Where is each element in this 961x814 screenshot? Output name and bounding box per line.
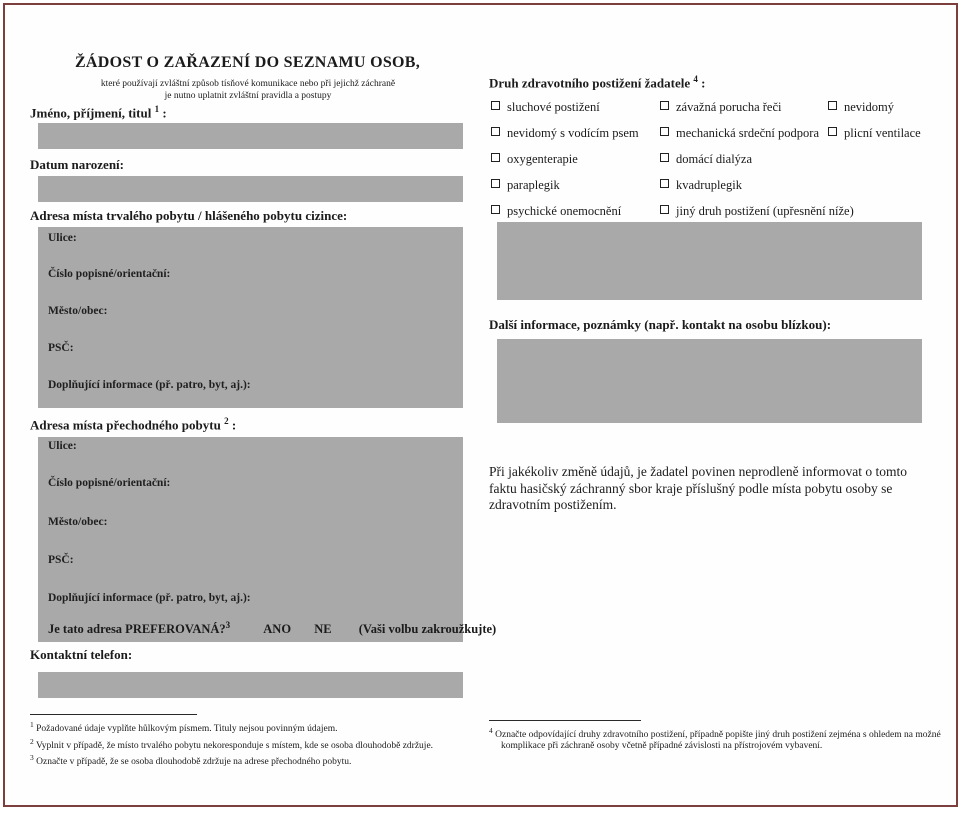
option-kvadruplegik[interactable] bbox=[660, 178, 742, 193]
right-footnotes bbox=[489, 725, 941, 753]
option-domaci-dialyza[interactable] bbox=[660, 152, 752, 167]
additional-info-label: Doplňující informace (př. patro, byt, aj.): bbox=[48, 592, 251, 604]
preferred-address-row bbox=[48, 620, 496, 637]
house-number-label: Číslo popisné/orientační: bbox=[48, 268, 171, 280]
additional-info-label: Doplňující informace (př. patro, byt, aj.): bbox=[48, 379, 251, 391]
footnote-ref-4: 4 bbox=[693, 74, 698, 84]
disability-type-label: Druh zdravotního postižení žadatele $^4$ : bbox=[489, 74, 706, 91]
footnote-ref-1: 1 bbox=[154, 104, 160, 114]
permanent-address-label: Adresa místa trvalého pobytu / hlášeného pobytu cizince: bbox=[30, 208, 348, 223]
temporary-address-box[interactable] bbox=[38, 437, 497, 642]
right-footnote-rule bbox=[489, 720, 641, 721]
notes-label: Další informace, poznámky (např. kontakt na osobu blízkou): bbox=[489, 317, 832, 332]
city-label: Město/obec: bbox=[48, 516, 108, 528]
zip-label: PSČ: bbox=[48, 342, 74, 354]
option-zavazna-porucha-reci[interactable] bbox=[660, 100, 781, 115]
checkbox-icon[interactable] bbox=[660, 127, 669, 136]
disability-checkbox-grid bbox=[491, 100, 936, 230]
permanent-address-box[interactable] bbox=[38, 227, 463, 408]
checkbox-icon[interactable] bbox=[660, 101, 669, 110]
option-plicni-ventilace[interactable] bbox=[828, 126, 921, 141]
form-subtitle-line2: je nutno uplatnit zvláštní pravidla a postupy bbox=[164, 90, 332, 101]
house-number-label: Číslo popisné/orientační: bbox=[48, 477, 171, 489]
preferred-no-option[interactable]: NE bbox=[314, 622, 332, 637]
street-label: Ulice: bbox=[48, 440, 77, 452]
footnote-4: $^4$ Označte odpovídající druhy zdravotního postižení, případně popište jiný druh postižení zejména s ohledem na možné komplikace při záchraně osoby včetně případné závislosti na přístrojovém vybavení. bbox=[489, 726, 941, 752]
footnote-2: $^2$ Vyplnit v případě, že místo trvalého pobytu nekoresponduje s místem, kde se osoba dlouhodobě zdržuje. bbox=[30, 736, 434, 751]
checkbox-icon[interactable] bbox=[491, 205, 500, 214]
footnote-ref-3: 3 bbox=[225, 620, 231, 630]
footnote-3: $^3$ Označte v případě, že se osoba dlouhodobě zdržuje na adrese přechodného pobytu. bbox=[30, 753, 352, 768]
circle-choice-hint: (Vaši volbu zakroužkujte) bbox=[358, 622, 497, 637]
checkbox-label: nevidomý s vodícím psem bbox=[507, 126, 639, 140]
phone-input-box[interactable] bbox=[38, 672, 463, 698]
option-nevidomy-s-vodicim-psem[interactable] bbox=[491, 126, 639, 141]
street-label: Ulice: bbox=[48, 232, 77, 244]
form-title: ŽÁDOST O ZAŘAZENÍ DO SEZNAMU OSOB, bbox=[74, 54, 421, 71]
checkbox-icon[interactable] bbox=[491, 127, 500, 136]
checkbox-label: jiný druh postižení (upřesnění níže) bbox=[676, 204, 854, 218]
option-sluchove-postizeni[interactable] bbox=[491, 100, 600, 115]
checkbox-icon[interactable] bbox=[828, 101, 837, 110]
form-subtitle-line1: které používají zvláštní způsob tísňové komunikace nebo při jejichž záchraně bbox=[100, 79, 396, 89]
dob-label: Datum narození: bbox=[30, 157, 125, 172]
city-label: Město/obec: bbox=[48, 305, 108, 317]
left-footnote-rule bbox=[30, 714, 197, 715]
checkbox-label: paraplegik bbox=[507, 178, 560, 192]
name-label: Jméno, příjmení, titul $^1$ : bbox=[30, 104, 167, 121]
notes-input-box[interactable] bbox=[497, 339, 922, 423]
option-oxygenterapie[interactable] bbox=[491, 152, 578, 167]
option-psychicke-onemocneni[interactable] bbox=[491, 204, 621, 219]
checkbox-label: mechanická srdeční podpora bbox=[676, 126, 819, 140]
checkbox-icon[interactable] bbox=[491, 101, 500, 110]
checkbox-icon[interactable] bbox=[491, 153, 500, 162]
checkbox-icon[interactable] bbox=[660, 153, 669, 162]
other-disability-input-box[interactable] bbox=[497, 222, 922, 300]
checkbox-icon[interactable] bbox=[491, 179, 500, 188]
left-footnotes bbox=[30, 719, 500, 769]
option-jiny-druh-postizeni[interactable] bbox=[660, 204, 854, 219]
checkbox-label: kvadruplegik bbox=[676, 178, 742, 192]
form-subtitle bbox=[18, 79, 478, 102]
checkbox-label: závažná porucha řeči bbox=[676, 100, 782, 114]
checkbox-label: domácí dialýza bbox=[676, 152, 753, 166]
checkbox-icon[interactable] bbox=[828, 127, 837, 136]
checkbox-icon[interactable] bbox=[660, 205, 669, 214]
preferred-question: Je tato adresa PREFEROVANÁ? bbox=[48, 622, 226, 637]
checkbox-label: plicní ventilace bbox=[844, 126, 921, 140]
checkbox-icon[interactable] bbox=[660, 179, 669, 188]
phone-label: Kontaktní telefon: bbox=[30, 647, 133, 662]
footnote-ref-2: 2 bbox=[224, 416, 229, 426]
dob-input-box[interactable] bbox=[38, 176, 463, 202]
option-paraplegik[interactable] bbox=[491, 178, 560, 193]
temporary-address-label: Adresa místa přechodného pobytu $^2$ : bbox=[30, 416, 237, 433]
checkbox-label: psychické onemocnění bbox=[507, 204, 622, 218]
checkbox-label: sluchové postižení bbox=[507, 100, 600, 114]
change-notice-paragraph: Při jakékoliv změně údajů, je žadatel povinen neprodleně informovat o tomto faktu hasičský záchranný sbor kraje příslušný podle místa pobytu osoby se zdravotním postižením. bbox=[489, 464, 907, 512]
name-input-box[interactable] bbox=[38, 123, 463, 149]
option-nevidomy[interactable] bbox=[828, 100, 894, 115]
checkbox-label: oxygenterapie bbox=[507, 152, 578, 166]
preferred-yes-option[interactable]: ANO bbox=[263, 622, 292, 637]
footnote-1: $^1$ Požadované údaje vyplňte hůlkovým písmem. Tituly nejsou povinným údajem. bbox=[30, 720, 338, 735]
zip-label: PSČ: bbox=[48, 554, 74, 566]
option-mechanicka-srdecni-podpora[interactable] bbox=[660, 126, 819, 141]
checkbox-label: nevidomý bbox=[844, 100, 894, 114]
